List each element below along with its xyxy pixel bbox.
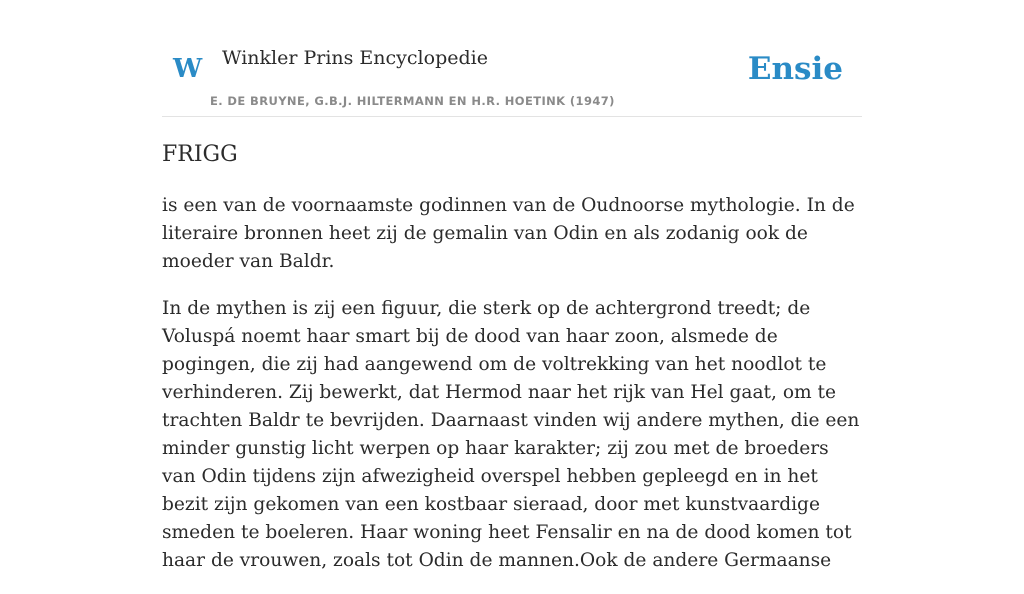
entry-paragraph: In de mythen is zij een figuur, die sterk op de achtergrond treedt; de Voluspá noemt haar smart bij de dood van haar zoon, alsmede de pogingen, die zij had aangewend om de voltrekking van het noodlot te verhinderen. Zij bewerkt, dat Hermod naar het rijk van Hel gaat, om te trachten Baldr te bevrijden. Daarnaast vinden wij andere mythen, die een minder gunstig licht werpen op haar karakter; zij zou met de broeders van Odin tijdens zijn afwezigheid overspel hebben gepleegd en in het bezit zijn gekomen van een kostbaar sieraad, door met kunstvaardige smeden te boeleren. Haar woning heet Fensalir en na de dood komen tot haar de vrouwen, zoals tot Odin de mannen.Ook de andere Germaanse: [162, 298, 860, 571]
entry-title: FRIGG: [162, 142, 238, 167]
source-header: [162, 0, 862, 117]
article-page: [162, 0, 862, 571]
ensie-brand-logo[interactable]: Ensie: [747, 51, 843, 87]
entry-paragraph: is een van de voornaamste godinnen van de Oudnoorse mythologie. In de literaire bronnen heet zij de gemalin van Odin en als zodanig ook de moeder van Baldr.: [162, 195, 855, 272]
winkler-prins-logo[interactable]: W: [173, 54, 203, 84]
entry-body: [162, 192, 862, 594]
source-authors: E. DE BRUYNE, G.B.J. HILTERMANN EN H.R. HOETINK (1947): [210, 94, 615, 108]
source-title[interactable]: Winkler Prins Encyclopedie: [222, 47, 488, 69]
